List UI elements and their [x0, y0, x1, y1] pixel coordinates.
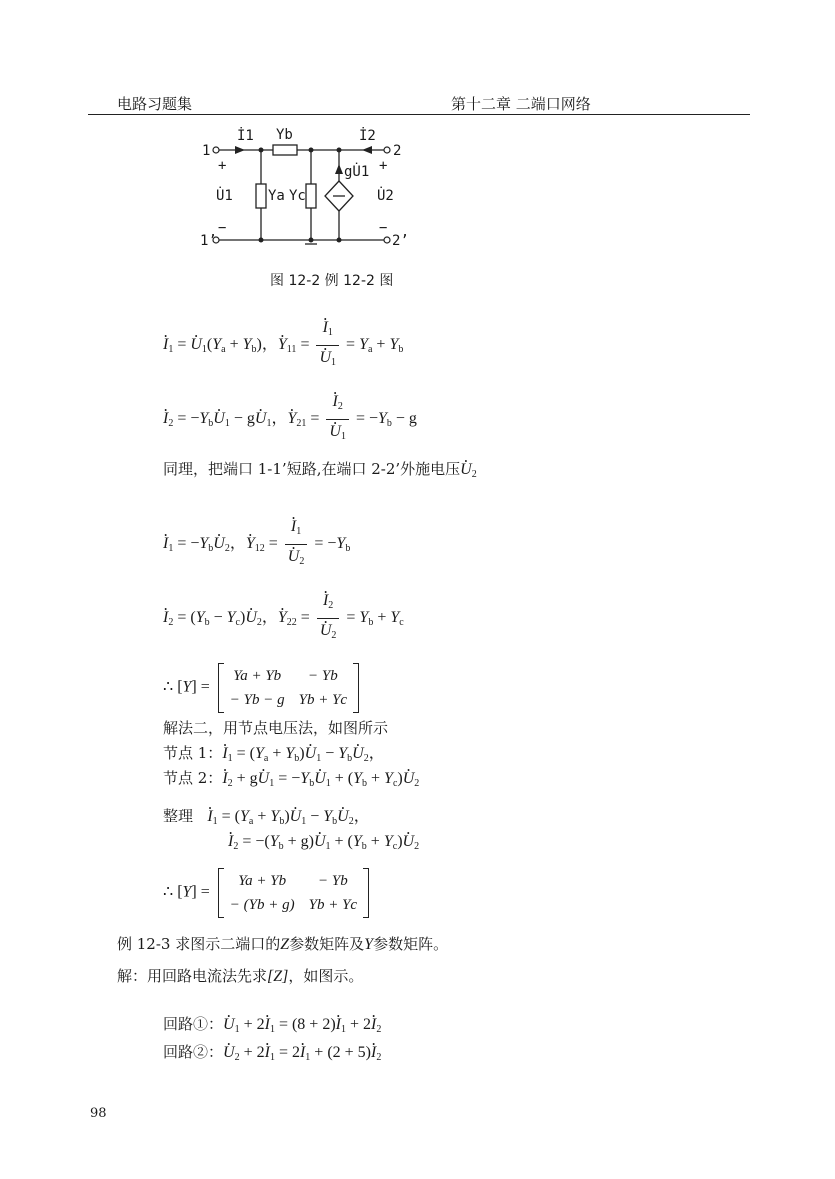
figure-caption: 图 12-2 例 12-2 图 — [270, 273, 394, 289]
short-circuit-text: 同理，把端口 1-1’短路,在端口 2-2’外施电压• $U_2$ — [163, 459, 477, 485]
method2-text: 解法二，用节点电压法，如图所示 — [163, 719, 389, 737]
circuit-diagram — [0, 120, 835, 380]
matrix2-a21: − (Yb + g) — [229, 897, 295, 913]
minus1-label: − — [218, 220, 227, 236]
matrix1-a12: − Yb — [308, 668, 338, 684]
yc-label: Yc — [289, 188, 306, 204]
header-book-title: 电路习题集 — [117, 95, 193, 113]
matrix1-a11: Ya + Yb — [233, 668, 282, 684]
u1-label: U̇1 — [216, 188, 233, 204]
yb-label: Yb — [276, 127, 293, 143]
node1-equation: 节点 1：• $I_1 = (Y_a$ + $Y_b)•$ $U_1$ − $Y_b•$ $U_2$， — [163, 743, 385, 769]
node2-equation: 节点 2：• $I_2$ + g• $U_1$ = $-Y_b•$ $U_1 + (Y_b$ + $Y_c)•$ $U_2$ — [163, 768, 419, 794]
equation-i2-y21: • $I_2$ = $-Y_b•$ $U_1$ − g• $U_1$，• $Y_{21}$ = • $I_2$ • $U_1$ = $-Y_b - g$ — [163, 392, 417, 447]
arrange-equation-1: 整理 • $I_1 = (Y_a$ + $Y_b)•$ $U_1$ − $Y_b•$ $U_2$， — [163, 806, 370, 832]
arrange-equation-2: • $I_2 = -(Y_b$ + g)• $U_1 + (Y_b$ + $Y_c)•$ $U_2$ — [228, 832, 419, 857]
matrix1-a21: − Yb − g — [229, 692, 285, 708]
header-rule — [88, 114, 750, 115]
port2-label: 2 — [393, 143, 402, 159]
i2-label: İ2 — [359, 128, 376, 144]
port1prime-label: 1’ — [200, 233, 217, 249]
solution-text: 解：用回路电流法先求[Z]，如图示。 — [117, 967, 364, 985]
loop1-equation: 回路①：• $U_1$ + 2• $I_1 = (8$ + 2)• $I_1$ + 2• $I_2$ — [163, 1014, 381, 1040]
plus2-label: + — [379, 158, 388, 174]
matrix2-a12: − Yb — [317, 873, 348, 889]
equation-i1-y12: • $I_1$ = $-Y_b•$ $U_2$，• $Y_{12}$ = • $I_1$ • $U_2$ = $-Y_b$ — [163, 517, 350, 572]
u2-label: U̇2 — [377, 188, 394, 204]
matrix1-a22: Yb + Yc — [298, 692, 348, 708]
example-12-3-text: 例 12-3 求图示二端口的Z参数矩阵及Y参数矩阵。 — [117, 935, 449, 953]
port2prime-label: 2’ — [392, 233, 409, 249]
equation-i2-y22: • $I_2 = (Y_b$ − $Y_c)•$ $U_2$，• $Y_{22}$ = • $I_2$ • $U_2$ = $Y_b + Y_c$ — [163, 591, 404, 646]
y-matrix-2: ∴ [Y] = Ya + Yb − Yb − (Yb + g) Yb + Yc — [163, 868, 369, 918]
source-label: gU̇1 — [344, 164, 370, 180]
matrix2-a11: Ya + Yb — [238, 873, 287, 889]
ya-label: Ya — [268, 188, 285, 204]
page-number: 98 — [90, 1106, 107, 1121]
i1-label: İ1 — [237, 128, 254, 144]
matrix2-a22: Yb + Yc — [308, 897, 358, 913]
y-matrix-1: ∴ [Y] = Ya + Yb − Yb − Yb − g Yb + Yc — [163, 663, 359, 713]
port1-label: 1 — [202, 143, 211, 159]
header-chapter-title: 第十二章 二端口网络 — [451, 95, 591, 113]
plus1-label: + — [218, 158, 227, 174]
minus2-label: − — [379, 220, 388, 236]
equation-i1-y11: • $I_1$ = • $U_1(Y_a + Y_b)$，• $Y_{11}$ = • $I_1$ • $U_1$ = $Y_a + Y_b$ — [163, 318, 403, 373]
loop2-equation: 回路②：• $U_2$ + 2• $I_1$ = 2• $I_1 + (2$ + 5)• $I_2$ — [163, 1042, 381, 1068]
